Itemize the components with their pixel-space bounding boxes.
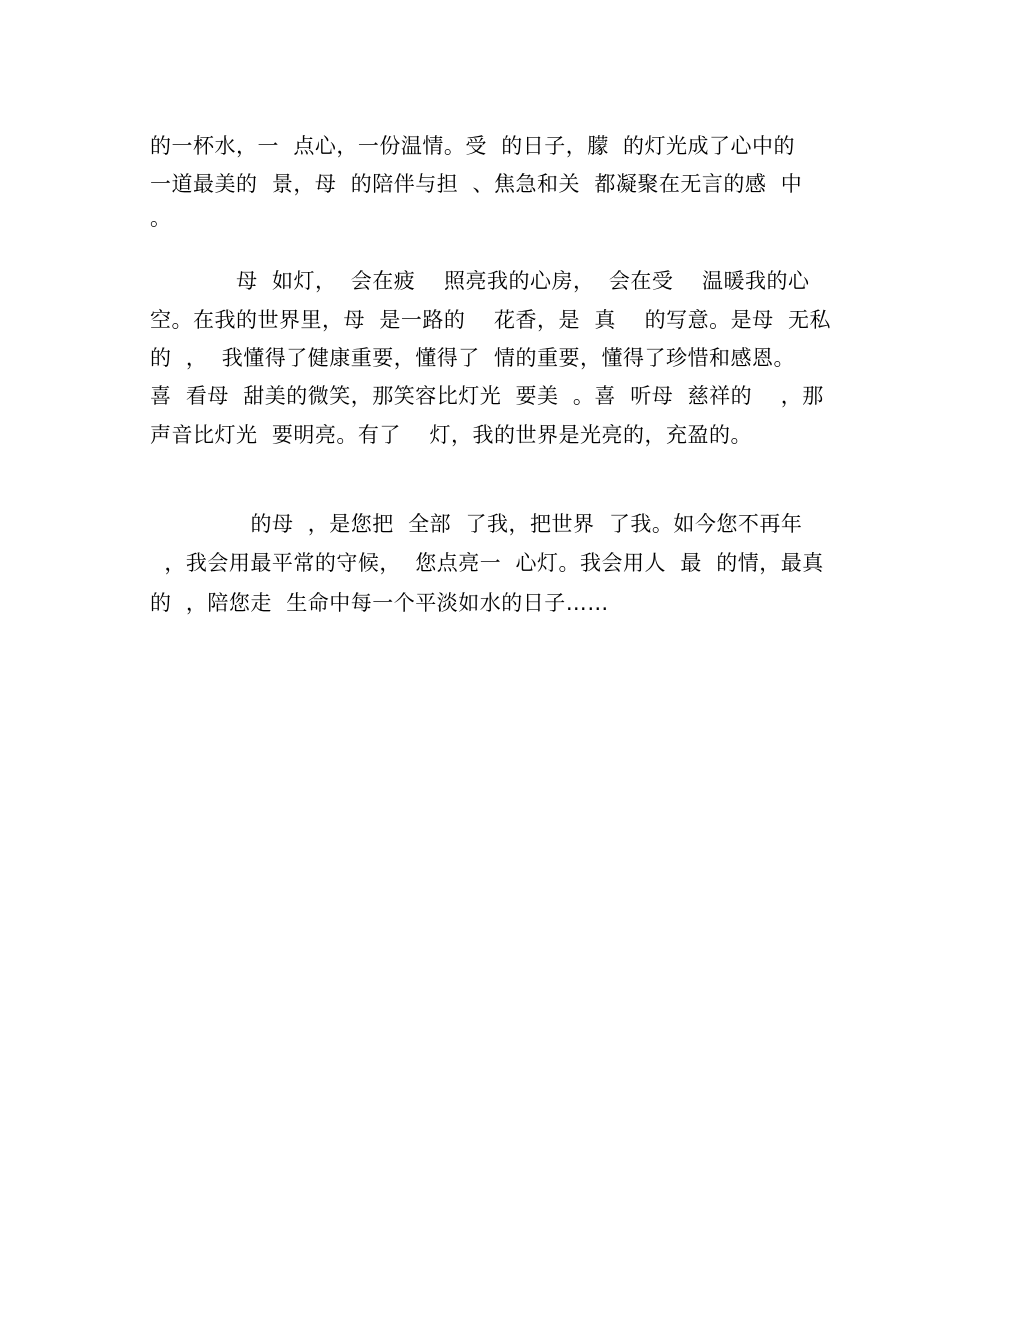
paragraph-1-line-1: 的一杯水，一 点心，一份温情。受 的日子，朦 的灯光成了心中的 — [150, 134, 796, 158]
paragraph-2-line-3: 的 ， 我懂得了健康重要，懂得了 情的重要，懂得了珍惜和感恩。 — [150, 346, 796, 370]
paragraph-3-line-2: ，我会用最平常的守候， 您点亮一 心灯。我会用人 最 的情，最真 — [150, 551, 824, 575]
paragraph-3-line-1: 的母 ，是您把 全部 了我，把世界 了我。如今您不再年 — [150, 512, 803, 536]
paragraph-2-line-1: 母 如灯， 会在疲 照亮我的心房， 会在受 温暖我的心 — [150, 269, 810, 293]
paragraph-2-line-4: 喜 看母 甜美的微笑，那笑容比灯光 要美 。喜 听母 慈祥的 ，那 — [150, 384, 824, 408]
paragraph-1-line-2: 一道最美的 景，母 的陪伴与担 、焦急和关 都凝聚在无言的感 中 — [150, 172, 803, 196]
paragraph-2-line-2: 空。在我的世界里，母 是一路的 花香，是 真 的写意。是母 无私 — [150, 308, 831, 332]
paragraph-3-line-3: 的 ，陪您走 生命中每一个平淡如水的日子…… — [150, 591, 609, 615]
paragraph-2-line-5: 声音比灯光 要明亮。有了 灯，我的世界是光亮的，充盈的。 — [150, 423, 753, 447]
paragraph-1-line-3: 。 — [150, 206, 172, 230]
